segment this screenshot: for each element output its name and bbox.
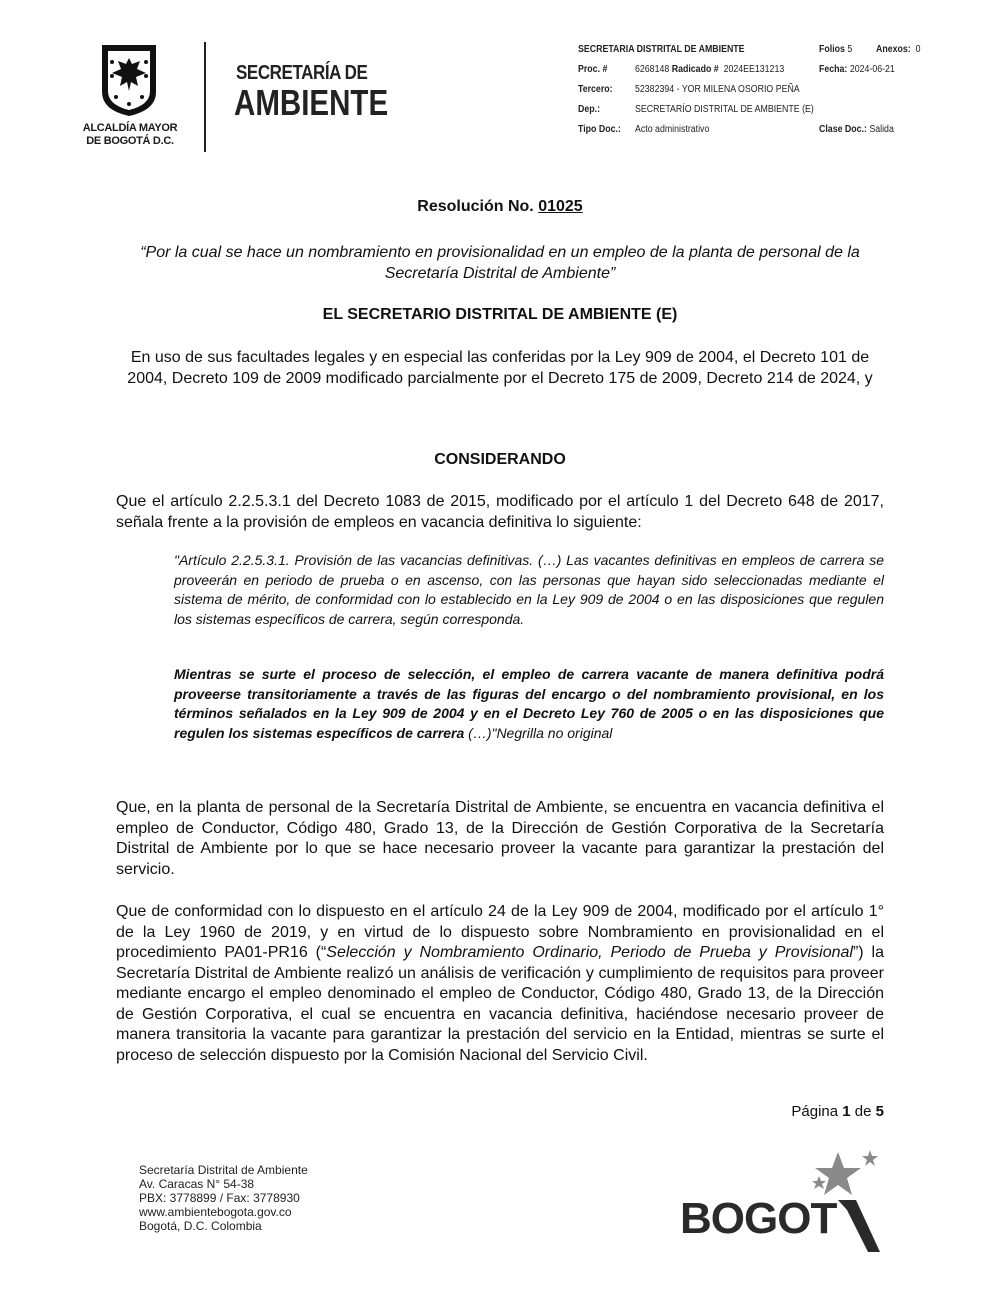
proc-value: 6268148 — [635, 64, 670, 75]
page-of: de — [854, 1103, 872, 1120]
bogota-logo — [680, 1148, 890, 1258]
paragraph-3-end: ”) la Secretaría Distrital de Ambiente realizó un análisis de verificación y cumplimiento de requisitos para proveer mediante encargo el empleo denominado el empleo de Conductor, Código 480, Grado 13, de la Dirección de Gestión Corporativa, el cual se encuentra en vacancia definitiva, haciéndose necesario proveer de manera transitoria la vacante para garantizar la prestación del servicio en la Entidad, mientras se surte el proceso de selección dispuesto por la Comisión Nacional del Servicio Civil. — [116, 944, 884, 1064]
tercero-label: Tercero: — [578, 84, 613, 95]
authority-heading: EL SECRETARIO DISTRITAL DE AMBIENTE (E) — [322, 306, 678, 323]
quote-bold-text: Mientras se surte el proceso de selección, el empleo de carrera vacante de manera definitiva podrá proveerse transitoriamente a través de las figuras del encargo o del nombramiento provisional, en los términos señalados en la Ley 909 de 2004 y en el Decreto Ley 760 de 2005 o en las disposiciones que regulen los sistemas específicos de carrera — [174, 666, 884, 741]
quote-bold-section — [174, 665, 884, 743]
bogota-logo-text: BOGOT — [680, 1194, 837, 1243]
dep-value: SECRETARÍO DISTRITAL DE AMBIENTE (E) — [635, 104, 814, 115]
clase-doc-label: Clase Doc.: — [819, 124, 867, 135]
radicado-value: 2024EE131213 — [723, 64, 785, 75]
bogota-coat-of-arms-icon — [98, 42, 160, 118]
alcaldia-logo-text — [78, 122, 182, 148]
tipo-doc-value: Acto administrativo — [635, 124, 710, 135]
radicado-label: Radicado # — [671, 64, 719, 75]
stamp-entity: SECRETARIA DISTRITAL DE AMBIENTE — [578, 44, 745, 55]
secretaria-logo-line2: AMBIENTE — [234, 82, 389, 123]
alcaldia-line2: DE BOGOTÁ D.C. — [86, 135, 174, 147]
folios-value: 5 — [847, 44, 853, 55]
footer-entity: Secretaría Distrital de Ambiente — [139, 1163, 308, 1177]
alcaldia-line1: ALCALDÍA MAYOR — [82, 122, 178, 134]
quote-article: "Artículo 2.2.5.3.1. Provisión de las vacancias definitivas. (…) Las vacantes definitivas en empleos de carrera se proveerán en periodo de prueba o en ascenso, con las personas que hayan sido seleccionadas mediante el sistema de mérito, de conformidad con lo establecido en la Ley 909 de 2004 o en las disposiciones que regulen los sistemas específicos de carrera, según corresponda. — [174, 552, 884, 627]
fecha-label: Fecha: — [819, 64, 848, 75]
paragraph-3-start: Que de conformidad con lo dispuesto en el artículo 24 de la Ley 909 de 2004, modificado por el artículo 1° de la Ley 1960 de 2019, y en virtud de lo dispuesto sobre Nombramiento en provisionalidad en el procedimiento PA01-PR16 (“ — [116, 903, 884, 961]
footer-phone: PBX: 3778899 / Fax: 3778930 — [139, 1191, 300, 1205]
resolution-title — [0, 198, 1000, 216]
secretaria-logo-line1: SECRETARÍA DE — [236, 62, 368, 84]
tipo-doc-label: Tipo Doc.: — [578, 124, 621, 135]
clase-doc-value: Salida — [869, 124, 894, 135]
page-label: Página — [791, 1103, 839, 1120]
page-total: 5 — [875, 1103, 884, 1120]
resolution-subtitle: “Por la cual se hace un nombramiento en provisionalidad en un empleo de la planta de personal de la Secretaría Distrital de Ambiente” — [140, 244, 860, 282]
quote-tail: (…)"Negrilla no original — [464, 724, 613, 741]
dep-label: Dep.: — [578, 104, 600, 115]
proc-label: Proc. # — [578, 64, 608, 75]
folios-label: Folios — [819, 44, 845, 55]
tercero-value: 52382394 - YOR MILENA OSORIO PEÑA — [635, 84, 800, 95]
paragraph-2: Que, en la planta de personal de la Secretaría Distrital de Ambiente, se encuentra en vacancia definitiva el empleo de Conductor, Código 480, Grado 13, de la Dirección de Gestión Corporativa de la Secretaría Distrital de Ambiente por lo que se hace necesario proveer la vacante para garantizar la prestación del servicio. — [116, 799, 884, 878]
resolution-prefix: Resolución No. — [417, 198, 534, 215]
anexos-value: 0 — [915, 44, 921, 55]
procedure-name: Selección y Nombramiento Ordinario, Periodo de Prueba y Provisional — [326, 944, 853, 961]
paragraph-3 — [116, 902, 884, 1066]
footer-website: www.ambientebogota.gov.co — [139, 1205, 292, 1219]
footer-city: Bogotá, D.C. Colombia — [139, 1219, 262, 1233]
paragraph-1: Que el artículo 2.2.5.3.1 del Decreto 1083 de 2015, modificado por el artículo 1 del Decreto 648 de 2017, señala frente a la provisión de empleos en vacancia definitiva lo siguiente: — [116, 493, 884, 531]
footer-address — [139, 1163, 308, 1233]
footer-street: Av. Caracas N° 54-38 — [139, 1177, 255, 1191]
resolution-number: 01025 — [538, 198, 583, 215]
logo-divider — [204, 42, 206, 152]
anexos-label: Anexos: — [876, 44, 911, 55]
page-current: 1 — [842, 1103, 851, 1120]
preamble: En uso de sus facultades legales y en especial las conferidas por la Ley 909 de 2004, el Decreto 101 de 2004, Decreto 109 de 2009 modificado parcialmente por el Decreto 175 de 2009, Decreto 214 de 2024, y — [127, 349, 873, 387]
fecha-value: 2024-06-21 — [849, 64, 895, 75]
considerando-heading: CONSIDERANDO — [434, 451, 566, 468]
page-number — [760, 1103, 884, 1120]
